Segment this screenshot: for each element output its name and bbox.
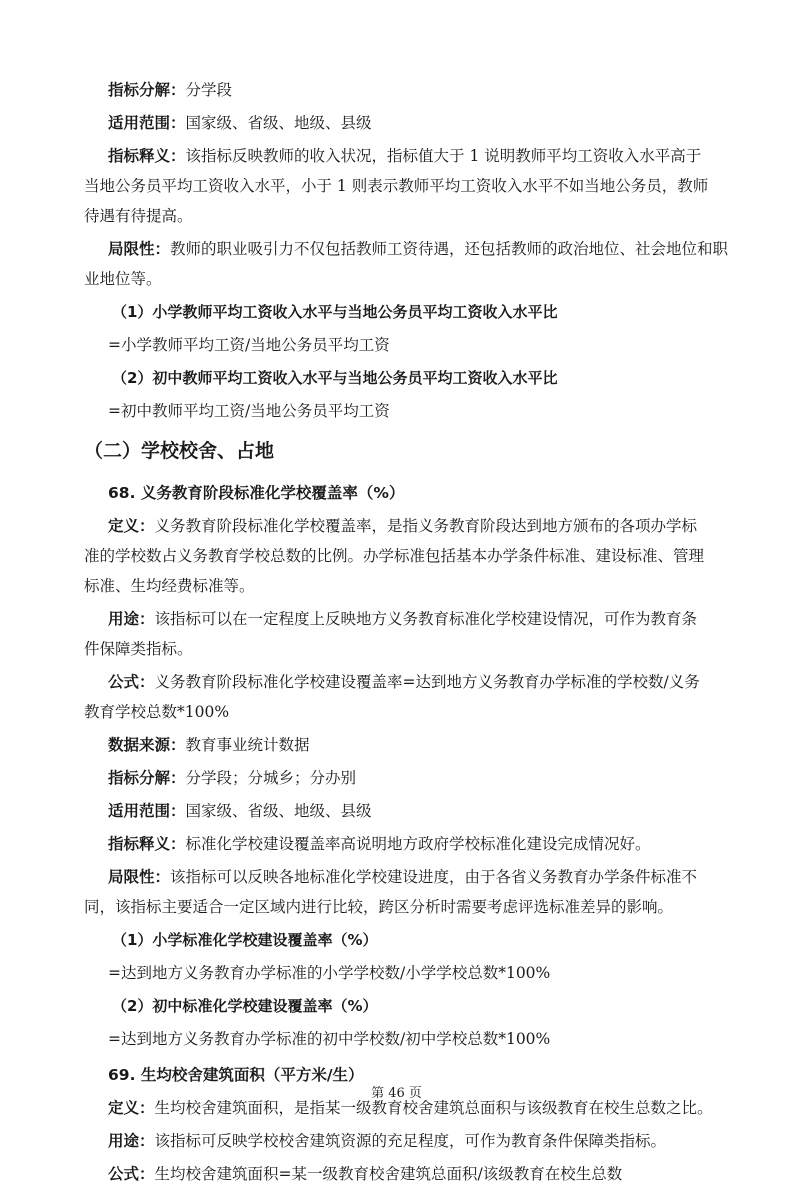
text-line: 准的学校数占义务教育学校总数的比例。办学标准包括基本办学条件标准、建设标准、管理 xyxy=(84,547,705,565)
paragraph-line xyxy=(84,171,733,201)
text-line: 义务教育阶段标准化学校建设覆盖率=达到地方义务教育办学标准的学校数/义务 xyxy=(154,673,700,691)
text: 分学段；分城乡；分办别 xyxy=(185,769,357,787)
formula xyxy=(84,667,733,697)
text: 国家级、省级、地级、县级 xyxy=(185,802,372,820)
text: 该指标可反映学校校舍建筑资源的充足程度，可作为教育条件保障类指标。 xyxy=(154,1132,667,1150)
sub-indicator-title: （1）小学标准化学校建设覆盖率（%） xyxy=(112,931,378,949)
paragraph-line xyxy=(84,541,733,571)
text-line: 业地位等。 xyxy=(84,270,162,288)
formula xyxy=(84,1159,733,1189)
paragraph-line xyxy=(84,264,733,294)
text-line: 该指标可以在一定程度上反映地方义务教育标准化学校建设情况，可作为教育条 xyxy=(154,610,698,628)
text: 国家级、省级、地级、县级 xyxy=(185,114,372,132)
indicator-heading: 69. 生均校舍建筑面积（平方米/生） xyxy=(108,1066,364,1084)
label: 指标分解： xyxy=(108,81,186,99)
text: 生均校舍建筑面积，是指某一级教育校舍建筑总面积与该级教育在校生总数之比。 xyxy=(154,1099,713,1117)
label: 适用范围： xyxy=(108,114,186,132)
label: 数据来源： xyxy=(108,736,186,754)
paragraph-line xyxy=(84,201,733,231)
sub-indicator-title: （1）小学教师平均工资收入水平与当地公务员平均工资收入水平比 xyxy=(112,303,558,321)
label: 指标分解： xyxy=(108,769,186,787)
text: 生均校舍建筑面积=某一级教育校舍建筑总面积/该级教育在校生总数 xyxy=(154,1165,623,1183)
sub-indicator-formula: =达到地方义务教育办学标准的小学学校数/小学学校总数*100% xyxy=(108,964,551,982)
text-line: 待遇有待提高。 xyxy=(84,207,193,225)
paragraph-line xyxy=(84,697,733,727)
label: 定义： xyxy=(108,517,155,535)
page-number: 第 46 页 xyxy=(371,1086,422,1101)
sub-indicator-title: （2）初中标准化学校建设覆盖率（%） xyxy=(112,997,378,1015)
label: 指标释义： xyxy=(108,147,186,165)
text-line: 该指标反映教师的收入状况，指标值大于 1 说明教师平均工资收入水平高于 xyxy=(185,147,702,165)
text-line: 同，该指标主要适合一定区域内进行比较，跨区分析时需要考虑评选标准差异的影响。 xyxy=(84,898,674,916)
label: 局限性： xyxy=(108,240,171,258)
indicator-explanation xyxy=(84,141,733,171)
label: 适用范围： xyxy=(108,802,186,820)
sub-indicator-formula: =达到地方义务教育办学标准的初中学校数/初中学校总数*100% xyxy=(108,1030,551,1048)
indicator-explanation xyxy=(84,829,733,859)
text: 分学段 xyxy=(185,81,233,99)
definition xyxy=(84,511,733,541)
text-line: 件保障类指标。 xyxy=(84,640,193,658)
paragraph-line xyxy=(84,571,733,601)
paragraph-line xyxy=(84,892,733,922)
text-line: 当地公务员平均工资收入水平，小于 1 则表示教师平均工资收入水平不如当地公务员，教师 xyxy=(84,177,709,195)
indicator-breakdown xyxy=(84,75,733,105)
sub-indicator-formula: =小学教师平均工资/当地公务员平均工资 xyxy=(108,336,390,354)
limitation xyxy=(84,862,733,892)
text-line: 教师的职业吸引力不仅包括教师工资待遇，还包括教师的政治地位、社会地位和职 xyxy=(170,240,729,258)
text-line: 该指标可以反映各地标准化学校建设进度，由于各省义务教育办学条件标准不 xyxy=(170,868,698,886)
data-source xyxy=(84,730,733,760)
limitation xyxy=(84,234,733,264)
applicable-scope xyxy=(84,796,733,826)
label: 局限性： xyxy=(108,868,171,886)
label: 公式： xyxy=(108,673,155,691)
sub-indicator-title: （2）初中教师平均工资收入水平与当地公务员平均工资收入水平比 xyxy=(112,369,558,387)
label: 定义： xyxy=(108,1099,155,1117)
section-title: （二）学校校舍、占地 xyxy=(84,440,275,462)
usage xyxy=(84,1126,733,1156)
label: 用途： xyxy=(108,1132,155,1150)
sub-indicator-formula: =初中教师平均工资/当地公务员平均工资 xyxy=(108,402,390,420)
label: 指标释义： xyxy=(108,835,186,853)
paragraph-line xyxy=(84,634,733,664)
indicator-breakdown xyxy=(84,763,733,793)
label: 用途： xyxy=(108,610,155,628)
applicable-scope xyxy=(84,108,733,138)
label: 公式： xyxy=(108,1165,155,1183)
indicator-heading: 68. 义务教育阶段标准化学校覆盖率（%） xyxy=(108,484,405,502)
text-line: 标准、生均经费标准等。 xyxy=(84,577,255,595)
usage xyxy=(84,604,733,634)
text-line: 义务教育阶段标准化学校覆盖率，是指义务教育阶段达到地方颁布的各项办学标 xyxy=(154,517,698,535)
text: 教育事业统计数据 xyxy=(185,736,310,754)
text-line: 教育学校总数*100% xyxy=(84,703,230,721)
text: 标准化学校建设覆盖率高说明地方政府学校标准化建设完成情况好。 xyxy=(185,835,651,853)
